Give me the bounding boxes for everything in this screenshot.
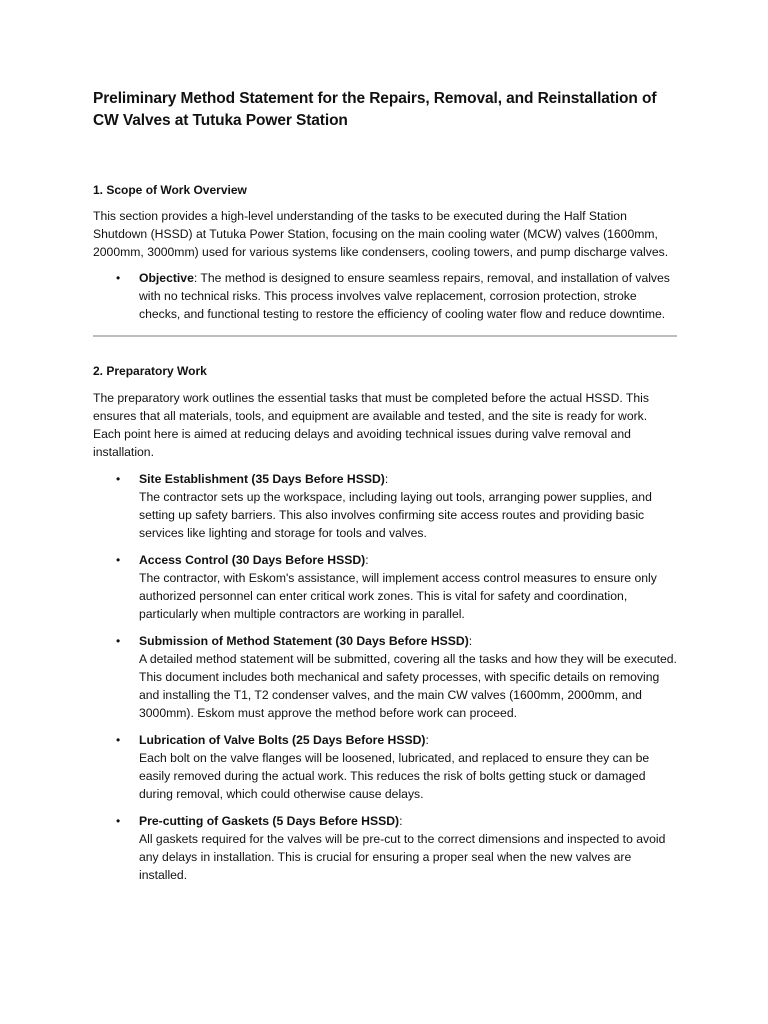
bullet-item-access-control	[116, 551, 677, 623]
section-intro-paragraph: The preparatory work outlines the essential tasks that must be completed before the actual HSSD. This ensures that all materials, tools, and equipment are available and tested, and the site is ready for work. Each point here is aimed at reducing delays and avoiding technical issues during valve removal and installation.	[93, 391, 649, 459]
section-heading: 2. Preparatory Work	[93, 364, 207, 378]
bullet-icon: •	[116, 271, 121, 285]
bullet-colon: :	[468, 634, 473, 648]
bullet-text: The contractor, with Eskom's assistance, will implement access control measures to ensure only authorized personnel can enter critical work zones. This is vital for safety and coordination, particularly when multiple contractors are working in parallel.	[139, 571, 657, 621]
horizontal-divider	[93, 335, 677, 337]
document-page	[93, 88, 677, 893]
bullet-item-gaskets	[116, 812, 677, 884]
bullet-item-method-statement	[116, 632, 677, 722]
bullet-colon: :	[384, 472, 389, 486]
bullet-colon: :	[365, 553, 369, 567]
bullet-text: Each bolt on the valve flanges will be loosened, lubricated, and replaced to ensure they can be easily removed during the actual work. This reduces the risk of bolts getting stuck or damaged during removal, which could otherwise cause delays.	[139, 751, 650, 801]
bullet-term: Objective	[139, 271, 194, 285]
document-title: Preliminary Method Statement for the Repairs, Removal, and Reinstallation of CW Valves at Tutuka Power Station	[93, 90, 657, 129]
bullet-colon: :	[399, 814, 403, 828]
bullet-list	[93, 470, 677, 884]
bullet-icon: •	[116, 472, 121, 486]
bullet-text: The contractor sets up the workspace, including laying out tools, arranging power supplies, and setting up safety barriers. This also involves confirming site access routes and providing basic services like lighting and storage for tools and valves.	[139, 490, 652, 540]
bullet-item-site-establishment	[116, 470, 677, 542]
bullet-text: All gaskets required for the valves will be pre-cut to the correct dimensions and inspected to avoid any delays in installation. This is crucial for ensuring a proper seal when the new valves are installed.	[139, 832, 666, 882]
bullet-icon: •	[116, 553, 121, 567]
bullet-colon: :	[425, 733, 429, 747]
bullet-term: Pre-cutting of Gaskets (5 Days Before HSSD)	[139, 814, 400, 828]
bullet-term: Lubrication of Valve Bolts (25 Days Before HSSD)	[139, 733, 426, 747]
section-scope-of-work	[93, 182, 677, 323]
section-preparatory-work	[93, 363, 677, 884]
bullet-term: Site Establishment (35 Days Before HSSD)	[139, 472, 385, 486]
bullet-item-lubrication	[116, 731, 677, 803]
bullet-text: A detailed method statement will be submitted, covering all the tasks and how they will be executed. This document includes both mechanical and safety processes, with specific details on removing and installing the T1, T2 condenser valves, and the main CW valves (1600mm, 2000mm, and 3000mm). Eskom must approve the method before work can proceed.	[139, 652, 677, 720]
section-intro-paragraph: This section provides a high-level understanding of the tasks to be executed during the Half Station Shutdown (HSSD) at Tutuka Power Station, focusing on the main cooling water (MCW) valves (1600mm, 2000mm, 3000mm) used for various systems like condensers, cooling towers, and pump discharge valves.	[93, 209, 669, 259]
bullet-text: : The method is designed to ensure seamless repairs, removal, and installation of valves with no technical risks. This process involves valve replacement, corrosion protection, stroke checks, and functional testing to restore the efficiency of cooling water flow and reduce downtime.	[139, 271, 670, 321]
bullet-icon: •	[116, 814, 121, 828]
bullet-item-objective	[116, 269, 677, 323]
bullet-list	[93, 269, 677, 323]
bullet-icon: •	[116, 733, 121, 747]
bullet-icon: •	[116, 634, 121, 648]
section-heading: 1. Scope of Work Overview	[93, 183, 247, 197]
bullet-term: Submission of Method Statement (30 Days Before HSSD)	[139, 634, 469, 648]
bullet-term: Access Control (30 Days Before HSSD)	[139, 553, 366, 567]
